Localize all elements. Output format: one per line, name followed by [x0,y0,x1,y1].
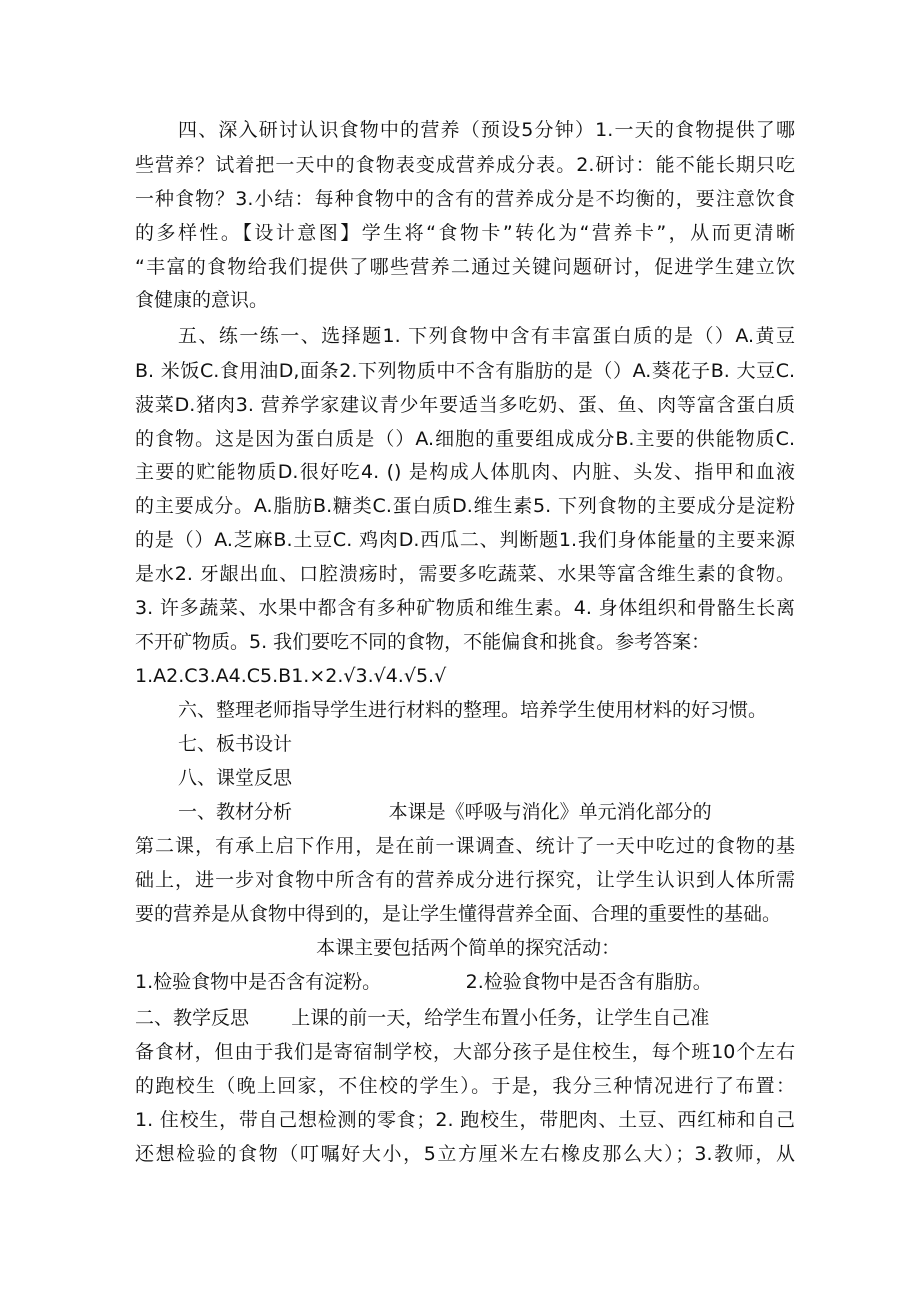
text-line: 六、整理老师指导学生进行材料的整理。培养学生使用材料的好习惯。 [178,699,768,721]
text-line: 四、深入研讨认识食物中的营养（预设5分钟）1.一天的食物提供了哪 [178,119,795,141]
text-line: 的食物。这是因为蛋白质是（）A.细胞的重要组成成分B.主要的供能物质C. [135,428,795,450]
text-line: 菠菜D.猪肉3. 营养学家建议青少年要适当多吃奶、蛋、鱼、肉等富含蛋白质 [135,394,795,416]
section-heading: 一、教材分析 本课是《呼吸与消化》单元消化部分的 [178,801,712,823]
section-heading: 八、课堂反思 [178,767,293,789]
text-line: 的主要成分。A.脂肪B.糖类C.蛋白质D.维生素5. 下列食物的主要成分是淀粉 [135,495,795,517]
text-line: 的多样性。【设计意图】学生将“食物卡”转化为“营养卡”，从而更清晰 [135,222,795,244]
text-line: 1. 住校生，带自己想检测的零食；2. 跑校生，带肥肉、土豆、西红柿和自己 [135,1109,795,1131]
text-line: 的跑校生（晚上回家，不住校的学生）。于是，我分三种情况进行了布置： [135,1075,795,1097]
section-heading: 二、教学反思 上课的前一天，给学生布置小任务，让学生自己准 [135,1007,710,1029]
text-line: 不开矿物质。5. 我们要吃不同的食物，不能偏食和挑食。参考答案： [135,631,711,653]
section-heading: 七、板书设计 [178,733,293,755]
text-line: 主要的贮能物质D.很好吃4. () 是构成人体肌肉、内脏、头发、指甲和血液 [135,461,795,483]
text-line: 的是（）A.芝麻B.土豆C. 鸡肉D.西瓜二、判断题1.我们身体能量的主要来源 [135,529,795,551]
text-line: 第二课，有承上启下作用，是在前一课调查、统计了一天中吃过的食物的基 [135,835,795,857]
text-line: 3. 许多蔬菜、水果中都含有多种矿物质和维生素。4. 身体组织和骨骼生长离 [135,597,795,619]
text-line: 要的营养是从食物中得到的，是让学生懂得营养全面、合理的重要性的基础。 [135,903,782,925]
text-line: 是水2. 牙龈出血、口腔溃疡时，需要多吃蔬菜、水果等富含维生素的食物。 [135,563,795,585]
text-line: B. 米饭C.食用油D,面条2.下列物质中不含有脂肪的是（）A.葵花子B. 大豆C. [135,360,795,382]
text-line: 础上，进一步对食物中所含有的营养成分进行探究，让学生认识到人体所需 [135,869,795,891]
text-line: 些营养？试着把一天中的食物表变成营养成分表。2.研讨：能不能长期只吃 [135,154,795,176]
text-line: “丰富的食物给我们提供了哪些营养二通过关键问题研讨，促进学生建立饮 [135,256,795,278]
text-line: 五、练一练一、选择题1. 下列食物中含有丰富蛋白质的是（）A.黄豆 [178,325,795,347]
text-line: 一种食物？3.小结：每种食物中的含有的营养成分是不均衡的，要注意饮食 [135,188,795,210]
answer-key-line: 1.A2.C3.A4.C5.B1.×2.√3.√4.√5.√ [135,665,447,687]
text-line: 食健康的意识。 [135,289,269,311]
text-line: 还想检验的食物（叮嘱好大小，5立方厘米左右橡皮那么大）；3.教师，从 [135,1143,795,1165]
text-line: 1.检验食物中是否含有淀粉。 2.检验食物中是否含有脂肪。 [135,971,712,993]
text-line: 备食材，但由于我们是寄宿制学校，大部分孩子是住校生，每个班10个左右 [135,1041,795,1063]
text-line: 本课主要包括两个简单的探究活动： [135,937,621,959]
